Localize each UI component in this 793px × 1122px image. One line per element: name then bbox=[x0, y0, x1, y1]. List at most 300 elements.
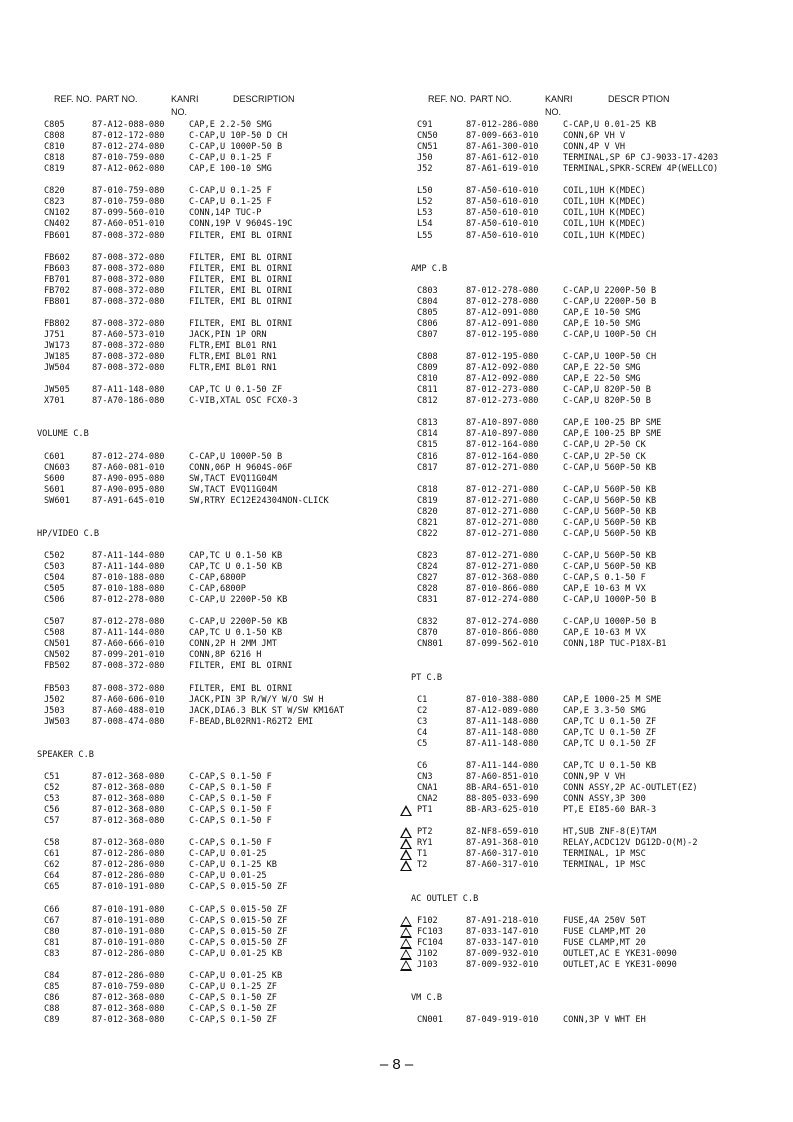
description: C-CAP,U 0.01-25 KB bbox=[563, 120, 657, 130]
table-row bbox=[0, 849, 793, 860]
ref-no: C832 bbox=[417, 617, 438, 628]
ref-no: CN801 bbox=[417, 639, 443, 650]
description: FILTER, EMI BL OIRNI bbox=[189, 285, 293, 296]
table-row bbox=[0, 1004, 793, 1015]
description: C-CAP,U 2P-50 CK bbox=[563, 451, 646, 462]
table-row bbox=[0, 429, 793, 440]
description: C-CAP,U 1000P-50 B bbox=[189, 451, 283, 462]
ref-no: C508 bbox=[44, 628, 65, 639]
ref-no: J502 bbox=[44, 694, 65, 705]
description: CAP,E 2.2-50 SMG bbox=[189, 120, 272, 130]
part-no: 87-A10-897-080 bbox=[466, 429, 539, 440]
description: CONN ASSY,3P 300 bbox=[563, 794, 646, 805]
ref-no: J50 bbox=[417, 153, 433, 164]
part-no: 87-A60-488-010 bbox=[92, 705, 165, 716]
table-row bbox=[0, 805, 793, 816]
table-row bbox=[0, 385, 793, 396]
ref-no: C809 bbox=[417, 363, 438, 374]
table-row bbox=[0, 120, 793, 131]
ref-no: C817 bbox=[417, 462, 438, 473]
ref-no: C2 bbox=[417, 705, 428, 716]
part-no: 87-012-286-080 bbox=[92, 849, 165, 860]
part-no: 87-A60-051-010 bbox=[92, 219, 165, 230]
part-no: 87-012-286-080 bbox=[92, 871, 165, 882]
description: C-CAP,U 560P-50 KB bbox=[563, 528, 657, 539]
description: C-CAP,U 0.1-25 F bbox=[189, 186, 272, 197]
ref-no: C804 bbox=[417, 296, 438, 307]
ref-no: C64 bbox=[44, 871, 60, 882]
table-row bbox=[0, 352, 793, 363]
part-no: 87-010-188-080 bbox=[92, 584, 165, 595]
ref-no: C89 bbox=[44, 1015, 60, 1026]
ref-no: C828 bbox=[417, 584, 438, 595]
table-row bbox=[0, 231, 793, 242]
ref-no: C818 bbox=[417, 484, 438, 495]
part-no: 87-012-368-080 bbox=[92, 838, 165, 849]
description: C-CAP,U 2200P-50 KB bbox=[189, 617, 288, 628]
ref-no: L53 bbox=[417, 208, 433, 219]
part-no: 87-A11-144-080 bbox=[92, 628, 165, 639]
table-row bbox=[0, 650, 793, 661]
ref-no: CN501 bbox=[44, 639, 70, 650]
ref-no: C85 bbox=[44, 981, 60, 992]
ref-no: T1 bbox=[417, 849, 428, 860]
table-row bbox=[0, 186, 793, 197]
part-no: 87-012-271-080 bbox=[466, 506, 539, 517]
part-no: 87-A11-144-080 bbox=[92, 550, 165, 561]
ref-no: C810 bbox=[44, 142, 65, 153]
table-row bbox=[0, 794, 793, 805]
part-no: 87-012-286-080 bbox=[92, 970, 165, 981]
description: C-CAP,S 0.1-50 ZF bbox=[189, 1004, 277, 1014]
description: TERMINAL,SPKR-SCREW 4P(WELLCO) bbox=[563, 164, 719, 175]
part-no: 87-010-191-080 bbox=[92, 937, 165, 948]
ref-no: C61 bbox=[44, 849, 60, 860]
table-row bbox=[0, 684, 793, 695]
part-no: 87-012-271-080 bbox=[466, 517, 539, 528]
table-row bbox=[0, 208, 793, 219]
table-row bbox=[0, 772, 793, 783]
part-no: 87-A12-062-080 bbox=[92, 164, 165, 175]
warning-triangle-icon bbox=[400, 938, 412, 949]
part-no: 87-010-191-080 bbox=[92, 926, 165, 937]
part-no: 87-A91-368-010 bbox=[466, 838, 539, 849]
description: CAP,TC U 0.1-50 KB bbox=[563, 760, 657, 771]
warning-triangle-icon bbox=[400, 827, 412, 838]
ref-no: FB802 bbox=[44, 318, 70, 329]
description: CONN,8P 6216 H bbox=[189, 650, 262, 661]
description: CAP,E 22-50 SMG bbox=[563, 374, 641, 385]
part-no: 87-A91-218-010 bbox=[466, 915, 539, 926]
warning-triangle-icon bbox=[400, 849, 412, 860]
part-no: 87-A60-606-010 bbox=[92, 694, 165, 705]
ref-no: JW505 bbox=[44, 385, 70, 396]
warning-triangle-icon bbox=[400, 960, 412, 971]
ref-no: C1 bbox=[417, 694, 428, 705]
ref-no: C811 bbox=[417, 385, 438, 396]
table-row bbox=[0, 938, 793, 949]
description: FILTER, EMI BL OIRNI bbox=[189, 683, 293, 694]
part-no: 87-012-273-080 bbox=[466, 385, 539, 396]
part-no: 87-A60-317-010 bbox=[466, 860, 539, 871]
ref-no: C810 bbox=[417, 374, 438, 385]
header-kanri: KANRI bbox=[171, 94, 199, 104]
description: C-CAP,U 0.1-25 F bbox=[189, 153, 272, 164]
table-row bbox=[0, 783, 793, 794]
ref-no: CN3 bbox=[417, 771, 433, 782]
ref-no: C824 bbox=[417, 562, 438, 572]
table-row bbox=[0, 308, 793, 319]
part-no: 87-A12-091-080 bbox=[466, 318, 539, 329]
ref-no: C507 bbox=[44, 617, 65, 628]
ref-no: C5 bbox=[417, 738, 428, 749]
part-no: 87-008-372-080 bbox=[92, 252, 165, 263]
description: C-CAP,U 0.1-25 F bbox=[189, 197, 272, 208]
ref-no: T2 bbox=[417, 860, 428, 871]
ref-no: C819 bbox=[44, 164, 65, 175]
ref-no: C812 bbox=[417, 396, 438, 407]
table-row bbox=[0, 982, 793, 993]
part-no: 87-A12-091-080 bbox=[466, 307, 539, 318]
ref-no: CN102 bbox=[44, 208, 70, 219]
ref-no: C67 bbox=[44, 915, 60, 926]
description: TERMINAL, 1P MSC bbox=[563, 849, 646, 860]
description: C-CAP,S 0.1-50 F bbox=[189, 771, 272, 782]
part-no: 8Z-NF8-659-010 bbox=[466, 827, 539, 838]
part-no: 87-A12-088-080 bbox=[92, 120, 165, 130]
description: C-CAP,U 0.1-25 KB bbox=[189, 860, 277, 871]
table-row bbox=[0, 595, 793, 606]
description: C-CAP,U 820P-50 B bbox=[563, 385, 651, 396]
description: C-CAP,S 0.1-50 F bbox=[189, 838, 272, 849]
description: C-CAP,U 560P-50 KB bbox=[563, 550, 657, 561]
part-no: 87-A60-317-010 bbox=[466, 849, 539, 860]
section-title: PT C.B bbox=[411, 672, 443, 683]
part-no: 87-012-271-080 bbox=[466, 562, 539, 572]
ref-no: PT2 bbox=[417, 827, 433, 838]
description: C-CAP,S 0.1-50 F bbox=[189, 783, 272, 793]
description: CONN,18P TUC-P18X-B1 bbox=[563, 639, 667, 650]
ref-no: C91 bbox=[417, 120, 433, 130]
part-no: 87-012-368-080 bbox=[92, 1004, 165, 1014]
part-no: 87-010-759-080 bbox=[92, 197, 165, 208]
description: CAP,E 1000-25 M SME bbox=[563, 694, 662, 705]
warning-triangle-icon bbox=[400, 927, 412, 938]
ref-no: J102 bbox=[417, 948, 438, 959]
table-row bbox=[0, 827, 793, 838]
description: FILTER, EMI BL OIRNI bbox=[189, 296, 293, 307]
ref-no: L50 bbox=[417, 186, 433, 197]
part-no: 87-012-271-080 bbox=[466, 495, 539, 506]
ref-no: FB601 bbox=[44, 230, 70, 241]
part-no: 87-A60-851-010 bbox=[466, 771, 539, 782]
table-row bbox=[0, 518, 793, 529]
description: C-CAP,U 1000P-50 B bbox=[563, 617, 657, 628]
description: FLTR,EMI BL01 RN1 bbox=[189, 341, 277, 351]
header-kanri: KANRI bbox=[545, 94, 573, 104]
part-no: 87-A50-610-010 bbox=[466, 197, 539, 208]
table-row bbox=[0, 871, 793, 882]
description: F-BEAD,BL02RN1-R62T2 EMI bbox=[189, 716, 314, 727]
part-no: 87-012-368-080 bbox=[466, 573, 539, 584]
ref-no: C86 bbox=[44, 992, 60, 1003]
ref-no: C502 bbox=[44, 550, 65, 561]
description: C-CAP,U 1000P-50 B bbox=[189, 142, 283, 153]
description: FUSE CLAMP,MT 20 bbox=[563, 937, 646, 948]
part-no: 87-099-201-010 bbox=[92, 650, 165, 661]
part-no: 87-A61-612-010 bbox=[466, 153, 539, 164]
part-no: 87-012-271-080 bbox=[466, 462, 539, 473]
table-row bbox=[0, 341, 793, 352]
table-row bbox=[0, 816, 793, 827]
ref-no: S601 bbox=[44, 484, 65, 495]
ref-no: FB502 bbox=[44, 661, 70, 672]
description: FUSE CLAMP,MT 20 bbox=[563, 926, 646, 937]
ref-no: FC104 bbox=[417, 937, 443, 948]
ref-no: C504 bbox=[44, 573, 65, 584]
part-no: 87-A90-095-080 bbox=[92, 473, 165, 484]
part-no: 87-012-368-080 bbox=[92, 992, 165, 1003]
warning-triangle-icon bbox=[400, 805, 412, 816]
table-row bbox=[0, 617, 793, 628]
ref-no: L52 bbox=[417, 197, 433, 208]
part-no: 87-008-372-080 bbox=[92, 263, 165, 274]
part-no: 87-A90-095-080 bbox=[92, 484, 165, 495]
part-no: 87-A12-092-080 bbox=[466, 363, 539, 374]
table-row bbox=[0, 960, 793, 971]
ref-no: C820 bbox=[44, 186, 65, 197]
part-no: 87-010-759-080 bbox=[92, 186, 165, 197]
ref-no: CN001 bbox=[417, 1015, 443, 1026]
ref-no: C601 bbox=[44, 451, 65, 462]
section-title: SPEAKER C.B bbox=[37, 749, 94, 760]
part-no: 87-012-368-080 bbox=[92, 783, 165, 793]
part-no: 87-A61-300-010 bbox=[466, 142, 539, 153]
part-no: 87-008-372-080 bbox=[92, 274, 165, 285]
description: CONN,2P H 2MM JMT bbox=[189, 639, 277, 650]
ref-no: J503 bbox=[44, 705, 65, 716]
page-number: – 8 – bbox=[379, 1056, 414, 1073]
part-no: 87-A11-148-080 bbox=[466, 738, 539, 749]
description: C-CAP,U 560P-50 KB bbox=[563, 495, 657, 506]
ref-no: L54 bbox=[417, 219, 433, 230]
description: CAP,E 3.3-50 SMG bbox=[563, 705, 646, 716]
table-row bbox=[0, 739, 793, 750]
ref-no: CN603 bbox=[44, 462, 70, 473]
description: CONN,14P TUC-P bbox=[189, 208, 262, 219]
ref-no: FC103 bbox=[417, 926, 443, 937]
description: C-CAP,S 0.1-50 ZF bbox=[189, 992, 277, 1003]
description: FILTER, EMI BL OIRNI bbox=[189, 661, 293, 672]
ref-no: CN51 bbox=[417, 142, 438, 153]
part-no: 88-805-033-690 bbox=[466, 794, 539, 805]
part-no: 87-008-474-080 bbox=[92, 716, 165, 727]
part-no: 87-012-278-080 bbox=[466, 285, 539, 296]
description: CONN,9P V VH bbox=[563, 771, 626, 782]
description: C-CAP,6800P bbox=[189, 573, 246, 584]
ref-no: C808 bbox=[44, 131, 65, 142]
part-no: 87-A12-089-080 bbox=[466, 705, 539, 716]
table-row bbox=[0, 319, 793, 330]
table-row bbox=[0, 728, 793, 739]
section-title: HP/VIDEO C.B bbox=[37, 528, 100, 539]
ref-no: JW503 bbox=[44, 716, 70, 727]
description: CONN,06P H 9604S-06F bbox=[189, 462, 293, 473]
part-no: 87-A12-092-080 bbox=[466, 374, 539, 385]
part-no: 87-A11-144-080 bbox=[92, 562, 165, 572]
table-row bbox=[0, 717, 793, 728]
description: C-CAP,U 10P-50 D CH bbox=[189, 131, 288, 142]
part-no: 87-008-372-080 bbox=[92, 341, 165, 351]
description: C-CAP,U 100P-50 CH bbox=[563, 329, 657, 340]
description: C-CAP,U 100P-50 CH bbox=[563, 352, 657, 363]
description: FLTR,EMI BL01 RN1 bbox=[189, 363, 277, 374]
part-no: 87-A50-610-010 bbox=[466, 230, 539, 241]
description: CAP,E 10-50 SMG bbox=[563, 318, 641, 329]
table-row bbox=[0, 153, 793, 164]
part-no: 87-009-932-010 bbox=[466, 948, 539, 959]
description: C-CAP,U 0.01-25 KB bbox=[189, 970, 283, 981]
description: CAP,E 10-63 M VX bbox=[563, 584, 646, 595]
section-title: AMP C.B bbox=[411, 263, 448, 274]
table-row bbox=[0, 275, 793, 286]
header-part-no: PART NO. bbox=[470, 94, 512, 104]
table-row bbox=[0, 418, 793, 429]
header-kanri-no: NO. bbox=[545, 107, 562, 117]
part-no: 87-008-372-080 bbox=[92, 296, 165, 307]
part-no: 87-010-388-080 bbox=[466, 694, 539, 705]
ref-no: C83 bbox=[44, 948, 60, 959]
description: C-CAP,S 0.1-50 ZF bbox=[189, 1015, 277, 1026]
part-no: 87-012-278-080 bbox=[466, 296, 539, 307]
part-no: 87-009-932-010 bbox=[466, 959, 539, 970]
description: C-CAP,U 560P-50 KB bbox=[563, 484, 657, 495]
part-no: 87-A91-645-010 bbox=[92, 495, 165, 506]
description: SW,TACT EVQ11G04M bbox=[189, 484, 277, 495]
description: OUTLET,AC E YKE31-0090 bbox=[563, 959, 677, 970]
table-row bbox=[0, 396, 793, 407]
table-row bbox=[0, 882, 793, 893]
part-no: 87-010-191-080 bbox=[92, 882, 165, 893]
ref-no: C65 bbox=[44, 882, 60, 893]
part-no: 87-A11-148-080 bbox=[466, 716, 539, 727]
table-row bbox=[0, 507, 793, 518]
ref-no: C506 bbox=[44, 595, 65, 606]
table-row bbox=[0, 485, 793, 496]
part-no: 87-012-195-080 bbox=[466, 352, 539, 363]
ref-no: CN502 bbox=[44, 650, 70, 661]
ref-no: C818 bbox=[44, 153, 65, 164]
header-part-no: PART NO. bbox=[96, 94, 138, 104]
part-no: 87-A50-610-010 bbox=[466, 186, 539, 197]
ref-no: C81 bbox=[44, 937, 60, 948]
ref-no: C53 bbox=[44, 794, 60, 805]
description: C-CAP,S 0.1-50 F bbox=[563, 573, 646, 584]
ref-no: C815 bbox=[417, 440, 438, 451]
part-no: 87-012-274-080 bbox=[466, 617, 539, 628]
ref-no: PT1 bbox=[417, 805, 433, 816]
part-no: 87-A60-081-010 bbox=[92, 462, 165, 473]
ref-no: F102 bbox=[417, 915, 438, 926]
description: CONN,4P V VH bbox=[563, 142, 626, 153]
header-kanri-no: NO. bbox=[171, 107, 188, 117]
description: C-CAP,U 560P-50 KB bbox=[563, 462, 657, 473]
table-row bbox=[0, 706, 793, 717]
ref-no: SW601 bbox=[44, 495, 70, 506]
part-no: 87-A60-573-010 bbox=[92, 329, 165, 340]
ref-no: JW185 bbox=[44, 352, 70, 363]
part-no: 87-012-271-080 bbox=[466, 550, 539, 561]
description: C-CAP,U 0.1-25 ZF bbox=[189, 981, 277, 992]
part-no: 87-010-191-080 bbox=[92, 904, 165, 915]
ref-no: RY1 bbox=[417, 838, 433, 849]
description: C-CAP,U 2200P-50 KB bbox=[189, 595, 288, 606]
part-no: 87-A11-148-080 bbox=[466, 727, 539, 738]
description: CONN,6P VH V bbox=[563, 131, 626, 142]
description: CAP,E 100-10 SMG bbox=[189, 164, 272, 175]
part-no: 87-049-919-010 bbox=[466, 1015, 539, 1026]
ref-no: CNA2 bbox=[417, 794, 438, 805]
description: C-CAP,U 0.01-25 KB bbox=[189, 948, 283, 959]
ref-no: C807 bbox=[417, 329, 438, 340]
ref-no: C66 bbox=[44, 904, 60, 915]
ref-no: L55 bbox=[417, 230, 433, 241]
part-no: 87-010-866-080 bbox=[466, 584, 539, 595]
ref-no: FB602 bbox=[44, 252, 70, 263]
description: CAP,TC U 0.1-50 ZF bbox=[563, 716, 657, 727]
ref-no: CN50 bbox=[417, 131, 438, 142]
ref-no: C808 bbox=[417, 352, 438, 363]
description: C-CAP,U 560P-50 KB bbox=[563, 506, 657, 517]
part-no: 87-A11-148-080 bbox=[92, 385, 165, 396]
part-no: 87-010-188-080 bbox=[92, 573, 165, 584]
part-no: 8B-AR4-651-010 bbox=[466, 783, 539, 793]
ref-no: C827 bbox=[417, 573, 438, 584]
ref-no: C805 bbox=[44, 120, 65, 130]
part-no: 87-012-286-080 bbox=[92, 948, 165, 959]
ref-no: JW504 bbox=[44, 363, 70, 374]
table-row bbox=[0, 474, 793, 485]
part-no: 87-012-164-080 bbox=[466, 451, 539, 462]
table-row bbox=[0, 142, 793, 153]
part-no: 87-008-372-080 bbox=[92, 318, 165, 329]
description: C-CAP,U 0.01-25 bbox=[189, 871, 267, 882]
description: CAP,TC U 0.1-50 ZF bbox=[563, 727, 657, 738]
description: CAP,E 10-50 SMG bbox=[563, 307, 641, 318]
description: C-CAP,U 560P-50 KB bbox=[563, 562, 657, 572]
ref-no: C52 bbox=[44, 783, 60, 793]
part-no: 87-008-372-080 bbox=[92, 683, 165, 694]
description: CAP,E 100-25 BP SME bbox=[563, 418, 662, 429]
table-row bbox=[0, 131, 793, 142]
table-row bbox=[0, 363, 793, 374]
description: CONN ASSY,2P AC-OUTLET(EZ) bbox=[563, 783, 698, 793]
table-row bbox=[0, 197, 793, 208]
ref-no: C823 bbox=[44, 197, 65, 208]
description: C-CAP,U 820P-50 B bbox=[563, 396, 651, 407]
part-no: 87-A70-186-080 bbox=[92, 396, 165, 407]
description: CAP,E 100-25 BP SME bbox=[563, 429, 662, 440]
part-no: 87-012-286-080 bbox=[466, 120, 539, 130]
ref-no: C58 bbox=[44, 838, 60, 849]
table-row bbox=[0, 440, 793, 451]
ref-no: J52 bbox=[417, 164, 433, 175]
part-no: 87-012-271-080 bbox=[466, 528, 539, 539]
ref-no: C822 bbox=[417, 528, 438, 539]
table-row bbox=[0, 993, 793, 1004]
part-no: 87-012-368-080 bbox=[92, 794, 165, 805]
part-no: 8B-AR3-625-010 bbox=[466, 805, 539, 816]
